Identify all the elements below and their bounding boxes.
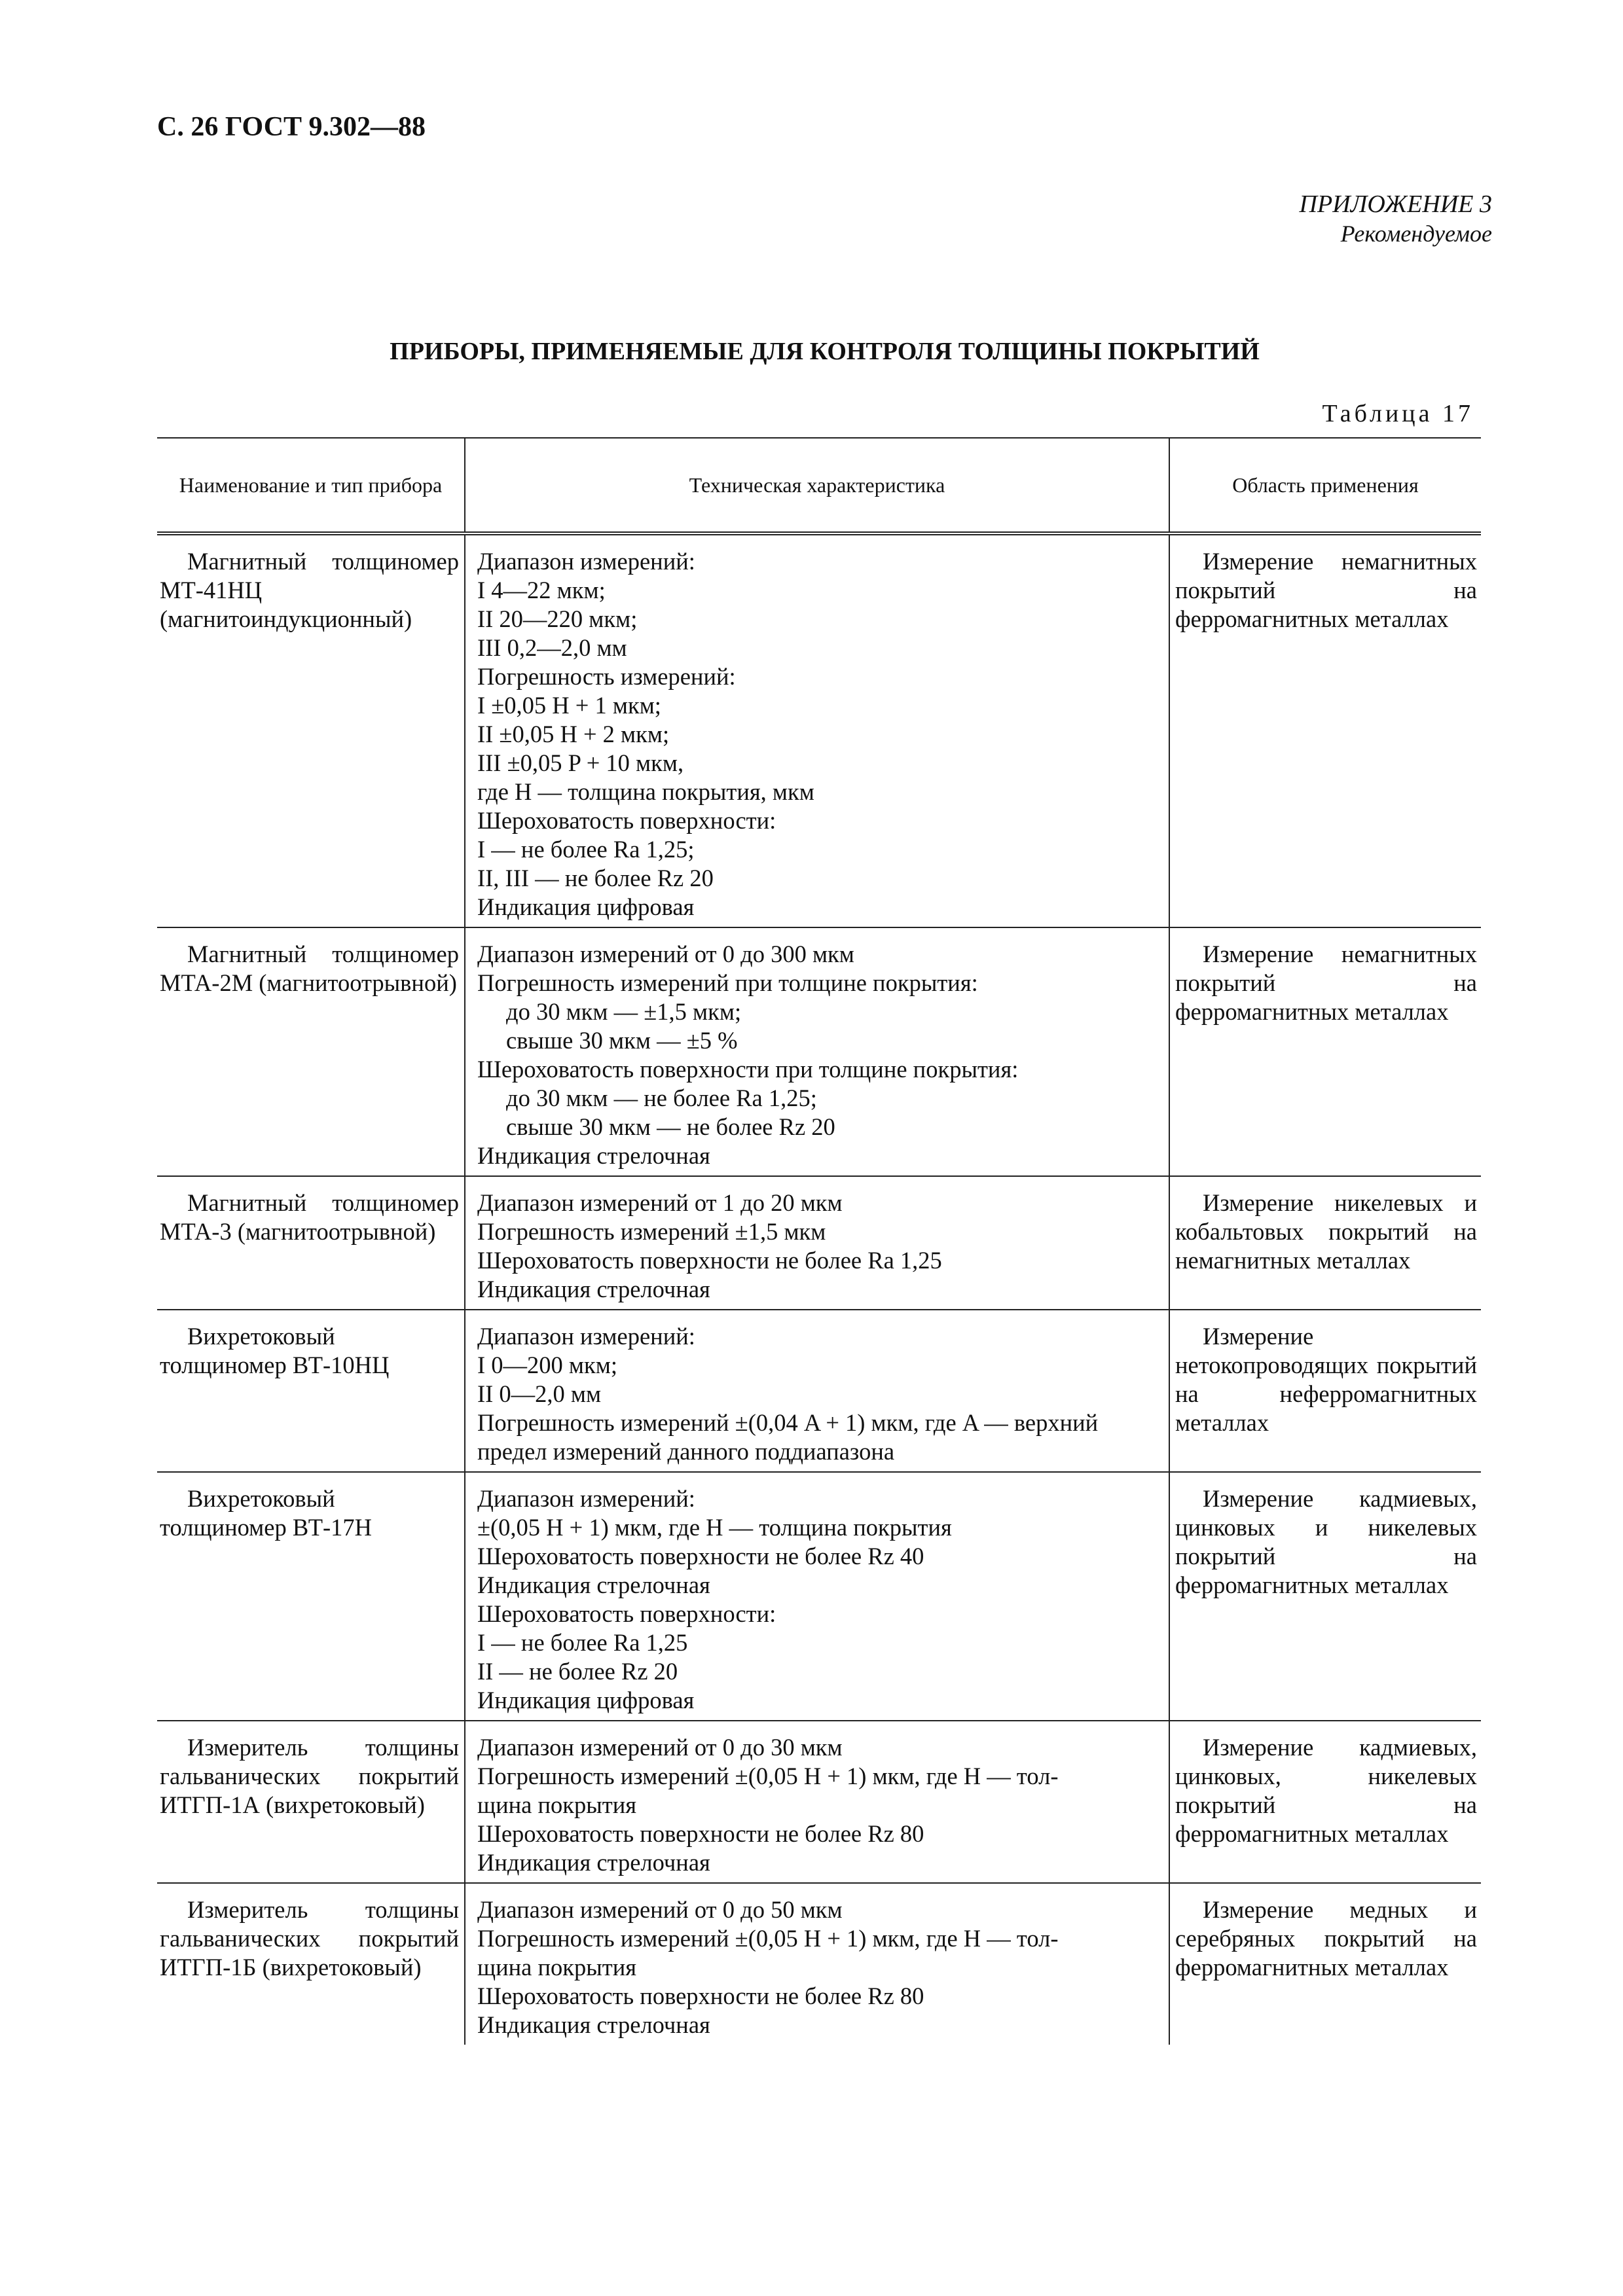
characteristic-line: Индикация цифровая — [477, 1687, 695, 1713]
instrument-name: Магнитный толщиномер МТ-41НЦ (магнитоиндукционный) — [157, 533, 465, 927]
instrument-name: Измеритель толщины гальванических покрытий ИТГП-1Б (вихретоковый) — [160, 1896, 459, 1981]
characteristic-line: Индикация цифровая — [477, 893, 695, 920]
table-row — [157, 1472, 1481, 1721]
application-area: Измерение кадмиевых, цинковых и никелевых покрытий на ферромагнитных металлах — [1169, 1472, 1481, 1721]
characteristic-line: Индикация стрелочная — [477, 1849, 710, 1876]
characteristic-line: Шероховатость поверхности не более Ra 1,25 — [477, 1247, 942, 1274]
characteristic-line: Индикация стрелочная — [477, 1276, 710, 1302]
characteristic-line: Диапазон измерений: — [477, 1485, 695, 1512]
characteristic-line: до 30 мкм — не более Ra 1,25; — [506, 1085, 817, 1111]
table-row — [157, 1310, 1481, 1472]
characteristic-line: III 0,2—2,0 мм — [477, 634, 627, 661]
characteristic-line: I 4—22 мкм; — [477, 577, 606, 603]
characteristic-line: щина покрытия — [477, 1954, 637, 1981]
characteristic-line: Шероховатость поверхности: — [477, 1600, 776, 1627]
characteristic-line: II, III — не более Rz 20 — [477, 865, 714, 891]
header-application: Область применения — [1169, 438, 1481, 533]
technical-characteristics — [465, 533, 1169, 927]
characteristic-line: II 20—220 мкм; — [477, 605, 638, 632]
characteristic-line: I — не более Ra 1,25 — [477, 1629, 688, 1656]
page-header: С. 26 ГОСТ 9.302—88 — [157, 112, 426, 142]
characteristic-line: Диапазон измерений от 0 до 300 мкм — [477, 941, 854, 967]
characteristic-line: I ±0,05 H + 1 мкм; — [477, 692, 661, 719]
application-area: Измерение немагнитных покрытий на ферромагнитных металлах — [1169, 533, 1481, 927]
characteristic-line: до 30 мкм — ±1,5 мкм; — [506, 998, 742, 1025]
technical-characteristics — [465, 1883, 1169, 2045]
appendix-status: Рекомендуемое — [1340, 221, 1492, 247]
table-header-row — [157, 438, 1481, 533]
characteristic-line: ±(0,05 H + 1) мкм, где H — толщина покрытия — [477, 1514, 952, 1541]
characteristic-line: Диапазон измерений от 0 до 30 мкм — [477, 1734, 843, 1761]
characteristic-line: II ±0,05 H + 2 мкм; — [477, 721, 670, 747]
technical-characteristics — [465, 1310, 1169, 1472]
table-row — [157, 1883, 1481, 2045]
instrument-name: Вихретоковый толщиномер ВТ-10НЦ — [157, 1310, 465, 1472]
characteristic-line: I 0—200 мкм; — [477, 1352, 617, 1378]
characteristic-line: Погрешность измерений ±(0,04 A + 1) мкм, где A — верхний — [477, 1409, 1099, 1436]
application-area: Измерение медных и серебряных покрытий на ферромагнитных металлах — [1169, 1883, 1481, 2045]
characteristic-line: Погрешность измерений ±(0,05 H + 1) мкм, где H — тол- — [477, 1763, 1059, 1789]
characteristic-line: Индикация стрелочная — [477, 1142, 710, 1169]
characteristic-line: Шероховатость поверхности при толщине покрытия: — [477, 1056, 1019, 1083]
appendix-block — [1300, 190, 1492, 247]
table-label: Таблица 17 — [1322, 400, 1474, 427]
characteristic-line: предел измерений данного поддиапазона — [477, 1438, 895, 1465]
instrument-name: Магнитный толщиномер МТА-3 (магнитоотрывной) — [157, 1176, 465, 1310]
application-area: Измерение немагнитных покрытий на ферромагнитных металлах — [1169, 927, 1481, 1176]
technical-characteristics — [465, 1176, 1169, 1310]
characteristic-line: Диапазон измерений: — [477, 1323, 695, 1350]
characteristic-line: Шероховатость поверхности не более Rz 80 — [477, 1820, 924, 1847]
characteristic-line: Диапазон измерений: — [477, 548, 695, 575]
characteristic-line: Шероховатость поверхности не более Rz 80 — [477, 1982, 924, 2009]
technical-characteristics — [465, 1472, 1169, 1721]
instrument-name: Вихретоковый толщиномер ВТ-17Н — [157, 1472, 465, 1721]
characteristic-line: свыше 30 мкм — ±5 % — [506, 1027, 738, 1054]
header-name: Наименование и тип прибора — [157, 438, 465, 533]
characteristic-line: Шероховатость поверхности не более Rz 40 — [477, 1543, 924, 1570]
characteristic-line: Диапазон измерений от 1 до 20 мкм — [477, 1189, 843, 1216]
characteristic-line: Погрешность измерений ±(0,05 H + 1) мкм, где H — тол- — [477, 1925, 1059, 1952]
instrument-name: Измеритель толщины гальванических покрытий ИТГП-1А (вихретоковый) — [157, 1721, 465, 1883]
characteristic-line: Погрешность измерений при толщине покрытия: — [477, 969, 978, 996]
application-area: Измерение никелевых и кобальтовых покрытий на немагнитных металлах — [1169, 1176, 1481, 1310]
header-characteristics: Техническая характеристика — [465, 438, 1169, 533]
characteristic-line: где H — толщина покрытия, мкм — [477, 778, 814, 805]
document-title: ПРИБОРЫ, ПРИМЕНЯЕМЫЕ ДЛЯ КОНТРОЛЯ ТОЛЩИНЫ ПОКРЫТИЙ — [390, 338, 1260, 365]
technical-characteristics — [465, 1721, 1169, 1883]
technical-characteristics — [465, 927, 1169, 1176]
table-body — [157, 533, 1481, 2045]
characteristic-line: Индикация стрелочная — [477, 1571, 710, 1598]
table-row — [157, 533, 1481, 927]
characteristic-line: II 0—2,0 мм — [477, 1380, 602, 1407]
table-row — [157, 927, 1481, 1176]
application-area: Измерение кадмиевых, цинковых, никелевых покрытий на ферромагнитных металлах — [1169, 1721, 1481, 1883]
characteristic-line: I — не более Ra 1,25; — [477, 836, 695, 863]
characteristic-line: II — не более Rz 20 — [477, 1658, 678, 1685]
characteristic-line: Погрешность измерений: — [477, 663, 736, 690]
characteristic-line: Погрешность измерений ±1,5 мкм — [477, 1218, 826, 1245]
characteristic-line: щина покрытия — [477, 1791, 637, 1818]
characteristic-line: III ±0,05 P + 10 мкм, — [477, 749, 684, 776]
table-row — [157, 1176, 1481, 1310]
appendix-title: ПРИЛОЖЕНИЕ 3 — [1299, 190, 1492, 218]
instruments-table — [157, 437, 1481, 2045]
application-area: Измерение нетокопроводящих покрытий на неферромагнитных металлах — [1169, 1310, 1481, 1472]
characteristic-line: свыше 30 мкм — не более Rz 20 — [506, 1113, 835, 1140]
characteristic-line: Шероховатость поверхности: — [477, 807, 776, 834]
characteristic-line: Диапазон измерений от 0 до 50 мкм — [477, 1896, 843, 1923]
table-row — [157, 1721, 1481, 1883]
instrument-name: Магнитный толщиномер МТА-2М (магнитоотрывной) — [157, 927, 465, 1176]
characteristic-line: Индикация стрелочная — [477, 2011, 710, 2038]
